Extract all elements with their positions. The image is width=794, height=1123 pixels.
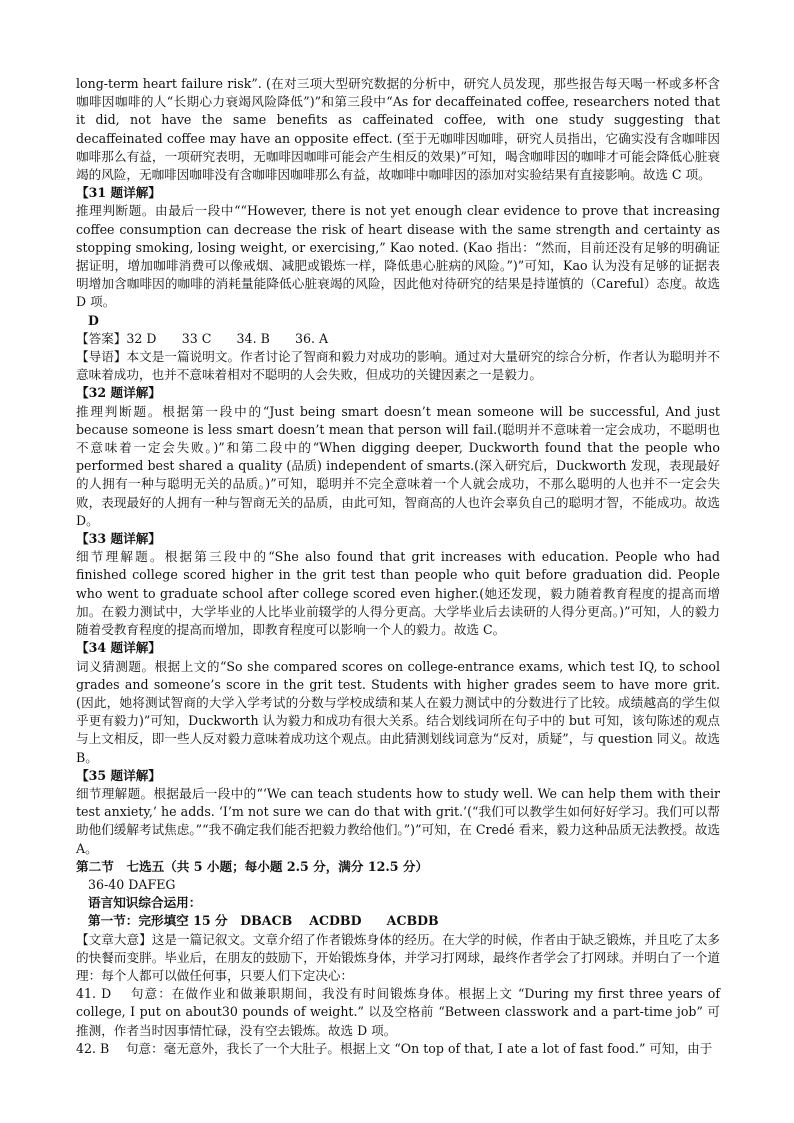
q32-explanation: 推理判断题。根据第一段中的“Just being smart doesn’t mean someone will be successful, And just because someone is less smart doesn’t mean that person will fail.(聪明并不意味着一定会成功，不聪明也不意味着一定会失败。)”和第二段中的“When digging deeper, Duckworth found that the people who performed best shared a quality (品质) independent of smarts.(深入研究后，Duckworth 发现，表现最好的人拥有一种与聪明无关的品质。)”可知，聪明并不完全意味着一个人就会成功，不那么聪明的人也并不一定会失败，表现最好的人拥有一种与智商无关的品质，由此可知，智商高的人也许会辜负自己的聪明才智，不能成功。故选 D。 bbox=[76, 403, 720, 528]
q41-explanation: 41. D 句意：在做作业和做兼职期间，我没有时间锻炼身体。根据上文 “During my first three years of college, I put on about30 pounds of weight.” 以及空格前 “Between classwork and a part-time job” 可推测，作者当时因事情忙碌，没有空去锻炼。故选 D 项。 bbox=[76, 986, 720, 1038]
passage-intro: 【导语】本文是一篇说明文。作者讨论了智商和毅力对成功的影响。通过对大量研究的综合分析，作者认为聪明并不意味着成功，也并不意味着相对不聪明的人会失败，但成功的关键因素之一是毅力。 bbox=[76, 349, 720, 383]
q33-heading: 【33 题详解】 bbox=[76, 531, 161, 547]
passage-letter: D bbox=[88, 312, 99, 328]
cloze-summary: 【文章大意】这是一篇记叙文。文章介绍了作者锻炼身体的经历。在大学的时候，作者由于缺乏锻炼，并且吃了太多的快餐而变胖。毕业后，在朋友的鼓励下，开始锻炼身体，并学习打网球，最终作者学会了打网球。并明白了一个道理：每个人都可以做任何事，只要人们下定决心： bbox=[76, 931, 720, 983]
cloze-answers: 第一节：完形填空 15 分 DBACB ACDBD ACBDB bbox=[88, 913, 439, 929]
q32-heading: 【32 题详解】 bbox=[76, 385, 161, 401]
language-section-heading: 语言知识综合运用： bbox=[88, 895, 202, 911]
q42-explanation: 42. B 句意：毫无意外，我长了一个大肚子。根据上文 “On top of that, I ate a lot of fast food.” 可知，由于 bbox=[76, 1040, 713, 1056]
q35-heading: 【35 题详解】 bbox=[76, 767, 161, 783]
section2-heading: 第二节 七选五（共 5 小题；每小题 2.5 分，满分 12.5 分） bbox=[76, 858, 429, 874]
q34-explanation: 词义猜测题。根据上文的“So she compared scores on college-entrance exams, which test IQ, to school grades and someone’s score in the grit test. Students with higher grades seem to have more grit. (因此，她将测试智商的大学入学考试的分数与学校成绩和某人在毅力测试中的分数进行了比较。成绩越高的学生似乎更有毅力)”可知，Duckworth 认为毅力和成功有很大关系。结合划线词所在句子中的 but 可知，该句陈述的观点与上文相反，即一些人反对毅力意味着成功这个观点。由此猜测划线词意为“反对，质疑”，与 question 同义。故选 B。 bbox=[76, 658, 720, 765]
q30-explanation-cont: long-term heart failure risk”. (在对三项大型研究数据的分析中，研究人员发现，那些报告每天喝一杯或多杯含咖啡因咖啡的人“长期心力衰竭风险降低”)”和第三段中“As for decaffeinated coffee, researchers noted that it did, not have the same benefits as caffeinated coffee, with one study suggesting that decaffeinated coffee may have an opposite effect. (至于无咖啡因咖啡，研究人员指出，它确实没有含咖啡因咖啡那么有益，一项研究表明，无咖啡因咖啡可能会产生相反的效果)”可知，喝含咖啡因的咖啡才可能会降低心脏衰竭的风险，无咖啡因咖啡没有含咖啡因咖啡那么有益，故咖啡中咖啡因的添加对实验结果有直接影响。故选 C 项。 bbox=[76, 76, 720, 183]
q31-explanation: 推理判断题。由最后一段中““However, there is not yet enough clear evidence to prove that increasing coffee consumption can decrease the risk of heart disease with the same strength and certainty as stopping smoking, losing weight, or exercising,” Kao noted. (Kao 指出：“然而，目前还没有足够的明确证据证明，增加咖啡消费可以像戒烟、减肥或锻炼一样，降低患心脏病的风险。”)”可知，Kao 认为没有足够的证据表明增加含咖啡因的咖啡的消耗量能降低心脏衰竭的风险，因此他对待研究的结果是持谨慎的（Careful）态度。故选 D 项。 bbox=[76, 203, 720, 310]
q31-heading: 【31 题详解】 bbox=[76, 185, 161, 201]
answer-key-line: 【答案】32 D 33 C 34. B 36. A bbox=[76, 330, 329, 346]
q35-explanation: 细节理解题。根据最后一段中的“‘We can teach students how to study well. We can help them with their test anxiety,’ he adds. ‘I’m not sure we can do that with grit.’(“我们可以教学生如何好好学习。我们可以帮助他们缓解考试焦虑。”“我不确定我们能否把毅力教给他们。”)”可知，在 Credé 看来，毅力这种品质无法教授。故选 A。 bbox=[76, 785, 721, 856]
q34-heading: 【34 题详解】 bbox=[76, 640, 161, 656]
q33-explanation: 细节理解题。根据第三段中的“She also found that grit increases with education. People who had finished college scored higher in the grit test than people who quit before graduation did. People who went to graduate school after college scored even higher.(她还发现，毅力随着教育程度的提高而增加。在毅力测试中，大学毕业的人比毕业前辍学的人得分更高。大学毕业后去读研的人得分更高。)”可知，人的毅力随着受教育程度的提高而增加，即教育程度可以影响一个人的毅力。故选 C。 bbox=[76, 549, 720, 638]
document-body bbox=[76, 75, 720, 1058]
q36-40-answers: 36-40 DAFEG bbox=[88, 876, 176, 892]
